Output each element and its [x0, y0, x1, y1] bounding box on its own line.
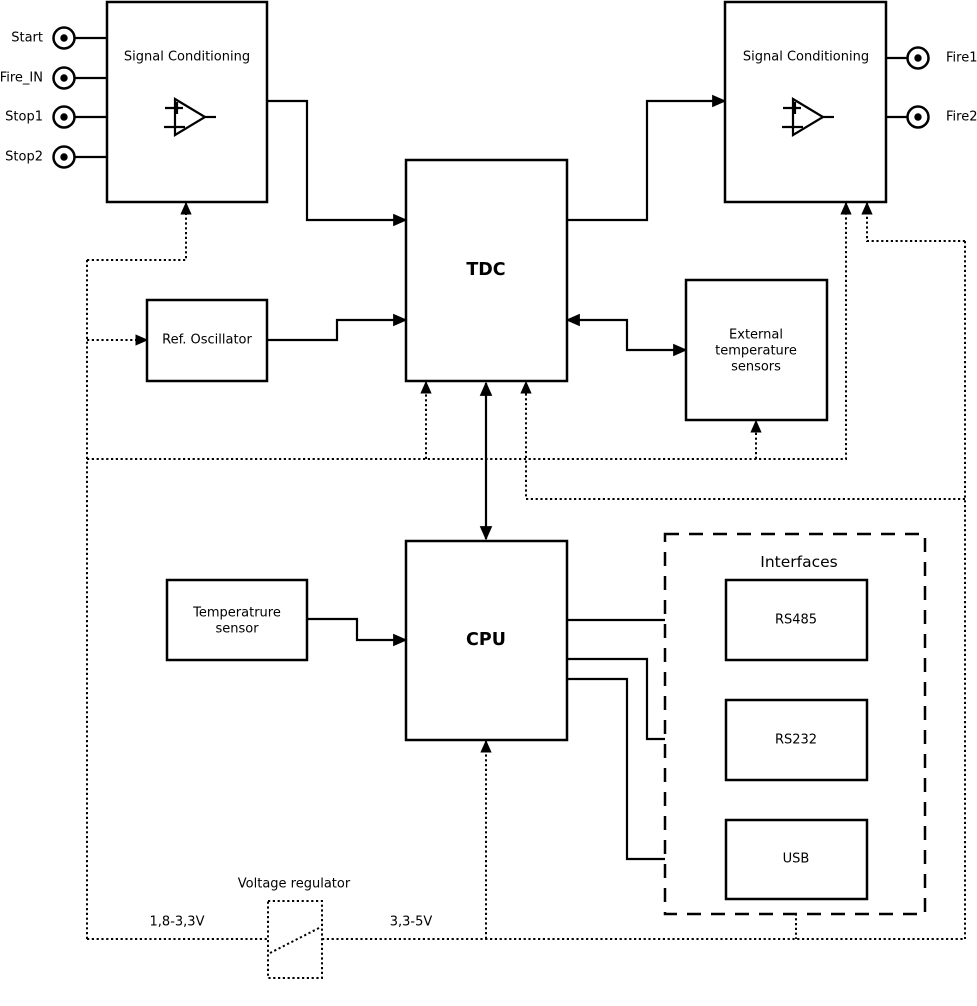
port-fire2 — [886, 107, 977, 128]
power-arrow-to-right-signal-conditioning-2 — [867, 203, 965, 241]
port-stop1 — [5, 107, 107, 128]
wire-temp-sensor-to-cpu — [307, 619, 406, 640]
wire-left-sc-to-tdc — [267, 101, 406, 220]
block-rs232 — [726, 700, 867, 780]
wire-tdc-external-temp-bidirectional — [567, 320, 686, 350]
port-fire2-label: Fire2 — [946, 109, 977, 125]
signal-conditioning-left-box — [107, 2, 267, 202]
wire-tdc-to-right-sc — [567, 101, 725, 220]
power-arrow-to-left-signal-conditioning — [87, 203, 186, 260]
external-temp-sensors-label-line1: External — [729, 327, 783, 343]
block-rs485 — [726, 580, 867, 660]
voltage-regulator-box — [268, 901, 322, 978]
regulator-slope-icon — [270, 927, 321, 953]
external-temp-sensors-label-line3: sensors — [731, 359, 781, 375]
port-start-label: Start — [11, 30, 43, 46]
voltage-output-range-label: 3,3-5V — [389, 914, 433, 930]
port-fire-in-label: Fire_IN — [0, 70, 43, 86]
port-start — [11, 28, 107, 49]
block-usb — [726, 820, 867, 899]
external-temp-sensors-label-line2: temperature — [715, 343, 797, 359]
connector-icon — [54, 68, 75, 89]
connector-icon — [54, 147, 75, 168]
block-temperature-sensor — [167, 580, 307, 660]
block-ref-oscillator — [147, 300, 267, 381]
temperature-sensor-label-line2: sensor — [215, 621, 259, 637]
temperature-sensor-label-line1: Temperatrure — [193, 605, 281, 621]
tdc-label: TDC — [466, 260, 506, 280]
block-external-temperature-sensors — [686, 280, 827, 420]
signal-conditioning-right-box — [725, 2, 886, 202]
block-tdc — [406, 160, 567, 381]
signal-conditioning-right-label: Signal Conditioning — [742, 49, 870, 65]
block-cpu — [406, 541, 567, 740]
signal-conditioning-left-label: Signal Conditioning — [123, 49, 251, 65]
block-voltage-regulator — [150, 877, 433, 979]
rs485-label: RS485 — [774, 612, 818, 628]
port-fire1 — [886, 48, 977, 69]
cpu-label: CPU — [466, 630, 506, 650]
rs232-label: RS232 — [774, 732, 818, 748]
wire-ref-oscillator-to-tdc — [267, 320, 406, 340]
voltage-input-range-label: 1,8-3,3V — [149, 914, 205, 930]
port-stop2-label: Stop2 — [5, 149, 43, 165]
output-connectors — [886, 48, 977, 128]
interfaces-title: Interfaces — [760, 553, 838, 571]
block-signal-conditioning-right — [725, 2, 886, 202]
ref-oscillator-label: Ref. Oscillator — [162, 332, 252, 348]
block-signal-conditioning-left — [107, 2, 267, 202]
port-stop1-label: Stop1 — [5, 109, 43, 125]
connector-icon — [54, 107, 75, 128]
port-fire1-label: Fire1 — [946, 50, 977, 66]
connector-icon — [908, 48, 929, 69]
port-stop2 — [5, 147, 107, 168]
connector-icon — [54, 28, 75, 49]
usb-label: USB — [782, 851, 810, 867]
connector-icon — [908, 107, 929, 128]
voltage-regulator-label: Voltage regulator — [237, 876, 351, 892]
port-fire-in — [0, 68, 107, 89]
input-connectors — [0, 28, 107, 168]
